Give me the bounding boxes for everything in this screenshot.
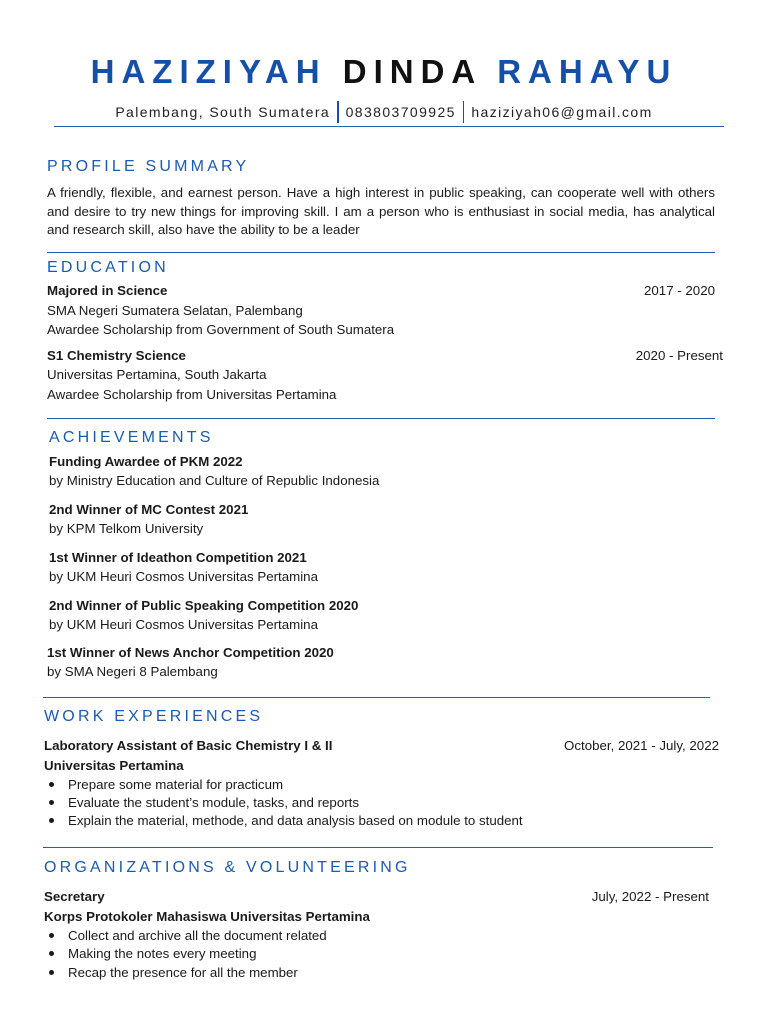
organizations-heading: ORGANIZATIONS & VOLUNTEERING <box>44 859 411 876</box>
achievements-heading: ACHIEVEMENTS <box>49 429 214 446</box>
section-divider <box>47 252 715 253</box>
middle-name: DINDA <box>342 53 482 90</box>
work-role: Laboratory Assistant of Basic Chemistry I & II <box>44 738 333 753</box>
education-heading: EDUCATION <box>47 259 169 276</box>
header-divider <box>54 126 724 127</box>
education-school: Universitas Pertamina, South Jakarta <box>47 367 267 382</box>
education-years: 2020 - Present <box>635 348 723 363</box>
work-bullet: Prepare some material for practicum <box>49 776 283 794</box>
work-organization: Universitas Pertamina <box>44 758 184 773</box>
work-bullet: Explain the material, methode, and data analysis based on module to student <box>49 812 523 830</box>
bullet-icon <box>49 800 54 805</box>
bullet-icon <box>49 951 54 956</box>
organization-bullet: Collect and archive all the document related <box>49 927 327 945</box>
profile-summary-text: A friendly, flexible, and earnest person. Have a high interest in public speaking, can cooperate well with others and desire to try new things for improving skill. I am a person who is enthusiast in social media, has analytical and research skill, also have the ability to be a leader <box>47 185 715 237</box>
contact-divider <box>463 101 465 123</box>
achievement-title: 1st Winner of News Anchor Competition 2020 <box>47 645 334 660</box>
achievement-by: by UKM Heuri Cosmos Universitas Pertamina <box>49 569 318 584</box>
organization-name: Korps Protokoler Mahasiswa Universitas Pertamina <box>44 909 370 924</box>
section-divider <box>43 847 713 848</box>
education-years: 2017 - 2020 <box>644 283 715 298</box>
phone-text: 083803709925 <box>345 104 456 120</box>
education-degree: S1 Chemistry Science <box>47 348 186 363</box>
bullet-icon <box>49 782 54 787</box>
organization-bullet: Recap the presence for all the member <box>49 964 298 982</box>
bullet-icon <box>49 933 54 938</box>
email-text: haziziyah06@gmail.com <box>471 104 653 120</box>
first-name: HAZIZIYAH <box>90 53 327 90</box>
achievement-by: by KPM Telkom University <box>49 521 204 536</box>
last-name: RAHAYU <box>497 53 678 90</box>
organization-dates: July, 2022 - Present <box>591 889 709 904</box>
achievement-title: 1st Winner of Ideathon Competition 2021 <box>49 550 307 565</box>
bullet-icon <box>49 970 54 975</box>
work-dates: October, 2021 - July, 2022 <box>564 738 719 753</box>
education-note: Awardee Scholarship from Government of South Sumatera <box>47 322 395 337</box>
achievement-title: 2nd Winner of MC Contest 2021 <box>49 502 249 517</box>
achievement-by: by UKM Heuri Cosmos Universitas Pertamina <box>49 617 318 632</box>
profile-summary-heading: PROFILE SUMMARY <box>47 158 250 175</box>
work-bullet: Evaluate the student’s module, tasks, and reports <box>49 794 359 812</box>
education-degree: Majored in Science <box>47 283 168 298</box>
bullet-icon <box>49 818 54 823</box>
resume-name <box>0 52 768 92</box>
work-experiences-heading: WORK EXPERIENCES <box>44 708 264 725</box>
organization-role: Secretary <box>44 889 105 904</box>
contact-line <box>0 101 768 123</box>
organization-bullet: Making the notes every meeting <box>49 945 256 963</box>
education-note: Awardee Scholarship from Universitas Pertamina <box>47 387 337 402</box>
location-text: Palembang, South Sumatera <box>115 104 331 120</box>
achievement-by: by SMA Negeri 8 Palembang <box>47 664 218 679</box>
achievement-by: by Ministry Education and Culture of Republic Indonesia <box>49 473 380 488</box>
contact-divider <box>337 101 339 123</box>
achievement-title: 2nd Winner of Public Speaking Competition 2020 <box>49 598 359 613</box>
section-divider <box>43 697 710 698</box>
achievement-title: Funding Awardee of PKM 2022 <box>49 454 243 469</box>
section-divider <box>47 418 715 419</box>
education-school: SMA Negeri Sumatera Selatan, Palembang <box>47 303 303 318</box>
